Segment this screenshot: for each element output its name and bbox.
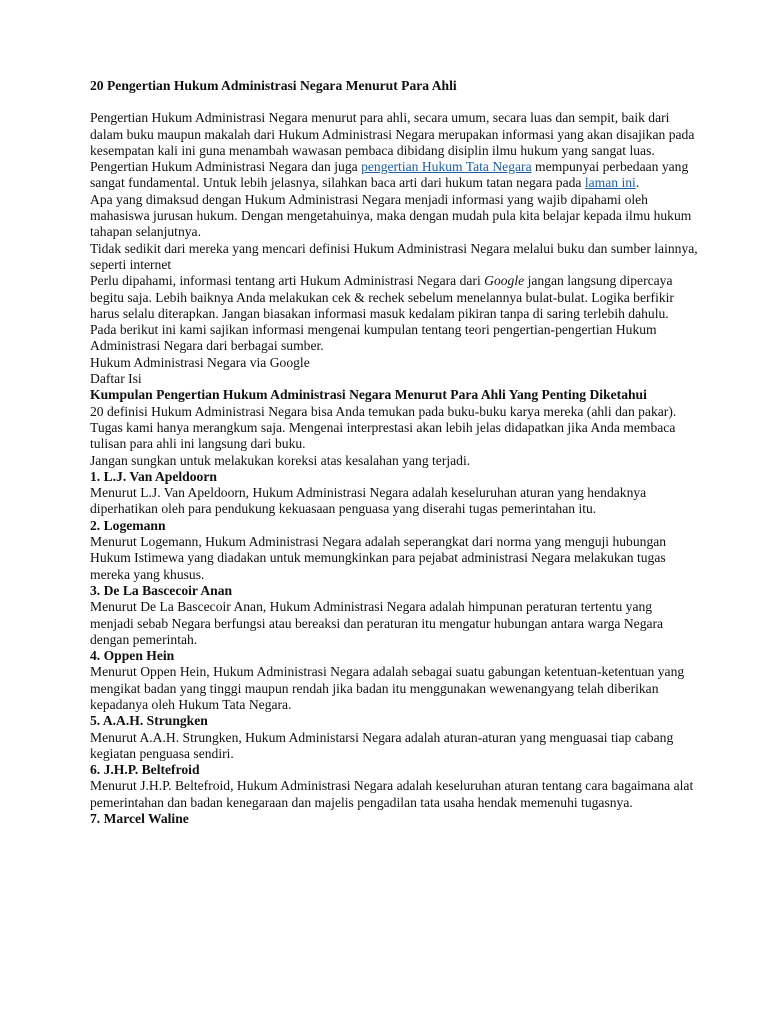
- document-title: 20 Pengertian Hukum Administrasi Negara Menurut Para Ahli: [90, 78, 457, 93]
- expert-heading-1: 1. L.J. Van Apeldoorn: [90, 468, 217, 484]
- intro2-text-a: Pengertian Hukum Administrasi Negara dan juga: [90, 159, 362, 175]
- intro-paragraph-6: Pada berikut ini kami sajikan informasi mengenai kumpulan tentang teori pengertian-pengertian Hukum Administrasi Negara dari berbagai sumber.: [90, 322, 657, 354]
- intro2-text-c: .: [635, 175, 640, 191]
- link-laman-ini[interactable]: laman ini: [584, 175, 636, 191]
- link-hukum-tata-negara[interactable]: pengertian Hukum Tata Negara: [361, 159, 532, 175]
- intro-paragraph-3: Apa yang dimaksud dengan Hukum Administrasi Negara menjadi informasi yang wajib dipahami oleh mahasiswa jurusan hukum. Dengan mengetahuinya, maka dengan mudah pula kita belajar kepada ilmu hukum tahapan selanjutnya.: [90, 191, 692, 240]
- google-word: Google: [484, 273, 525, 289]
- intro-paragraph-1: Pengertian Hukum Administrasi Negara menurut para ahli, secara umum, secara luas dan sempit, baik dari dalam buku maupun makalah dari Hukum Administrasi Negara merupakan informasi yang akan disajikan pada kesempatan kali ini guna menambah wawasan pembaca dibidang disiplin ilmu hukum yang sangat luas.: [90, 110, 695, 158]
- expert-text-5: Menurut A.A.H. Strungken, Hukum Administarsi Negara adalah aturan-aturan yang menguasai tiap cabang kegiatan penguasa sendiri.: [90, 729, 674, 761]
- section-intro-1: 20 definisi Hukum Administrasi Negara bisa Anda temukan pada buku-buku karya mereka (ahli dan pakar). Tugas kami hanya merangkum saja. Mengenai interprestasi akan lebih jelas didapatkan jika Anda membaca tulisan para ahli ini langsung dari buku.: [90, 403, 677, 452]
- intro2-text-b: mempunyai perbedaan yang sangat fundamental. Untuk lebih jelasnya, silahkan baca arti dari hukum tatan negara pada: [90, 159, 689, 191]
- intro-paragraph-4: Tidak sedikit dari mereka yang mencari definisi Hukum Administrasi Negara melalui buku dan sumber lainnya, seperti internet: [90, 240, 698, 272]
- intro5-text-a: Perlu dipahami, informasi tentang arti Hukum Administrasi Negara dari: [90, 273, 485, 289]
- intro-paragraph-5: [90, 273, 698, 322]
- expert-heading-2: 2. Logemann: [90, 517, 166, 533]
- expert-heading-7: 7. Marcel Waline: [90, 811, 189, 827]
- expert-text-3: Menurut De La Bascecoir Anan, Hukum Administrasi Negara adalah himpunan peraturan tertentu yang menjadi sebab Negara berfungsi atau bereaksi dan peraturan itu mengatur hubungan antara warga Negara dengan pemerintah.: [90, 599, 664, 647]
- table-of-contents-label[interactable]: Daftar Isi: [90, 371, 142, 387]
- expert-heading-3: 3. De La Bascecoir Anan: [90, 582, 233, 598]
- section-heading: Kumpulan Pengertian Hukum Administrasi Negara Menurut Para Ahli Yang Penting Diketahui: [90, 387, 647, 403]
- image-caption: Hukum Administrasi Negara via Google: [90, 354, 310, 370]
- expert-heading-5: 5. A.A.H. Strungken: [90, 713, 208, 729]
- expert-text-2: Menurut Logemann, Hukum Administrasi Negara adalah seperangkat dari norma yang menguji hubungan Hukum Istimewa yang diadakan untuk memungkinkan para pejabat administrasi Negara melakukan tugas mereka yang khusus.: [90, 534, 667, 582]
- expert-text-6: Menurut J.H.P. Beltefroid, Hukum Administrasi Negara adalah keseluruhan aturan tentang cara bagaimana alat pemerintahan dan badan kenegaraan dan majelis pengadilan tata usaha hendak memenuhi tugasnya.: [90, 778, 694, 810]
- expert-text-1: Menurut L.J. Van Apeldoorn, Hukum Administrasi Negara adalah keseluruhan aturan yang hendaknya diperhatikan oleh para pendukung kekuasaan penguasa yang diserahi tugas pemerintahan itu.: [90, 485, 647, 517]
- section-intro-2: Jangan sungkan untuk melakukan koreksi atas kesalahan yang terjadi.: [90, 452, 471, 468]
- intro5-text-b: jangan langsung dipercaya begitu saja. Lebih baiknya Anda melakukan cek & rechek sebelum menelannya bulat-bulat. Logika berfikir harus selalu diterapkan. Jangan biasakan informasi masuk kedalam pikiran tanpa di saring terlebih dahulu.: [90, 273, 674, 321]
- intro-paragraph-2: [90, 159, 698, 192]
- expert-text-4: Menurut Oppen Hein, Hukum Administrasi Negara adalah sebagai suatu gabungan ketentuan-ketentuan yang mengikat badan yang tinggi maupun rendah jika badan itu menggunakan wewenangyang telah diberikan kepadanya oleh Hukum Tata Negara.: [90, 664, 685, 712]
- expert-heading-6: 6. J.H.P. Beltefroid: [90, 762, 200, 778]
- expert-heading-4: 4. Oppen Hein: [90, 648, 175, 664]
